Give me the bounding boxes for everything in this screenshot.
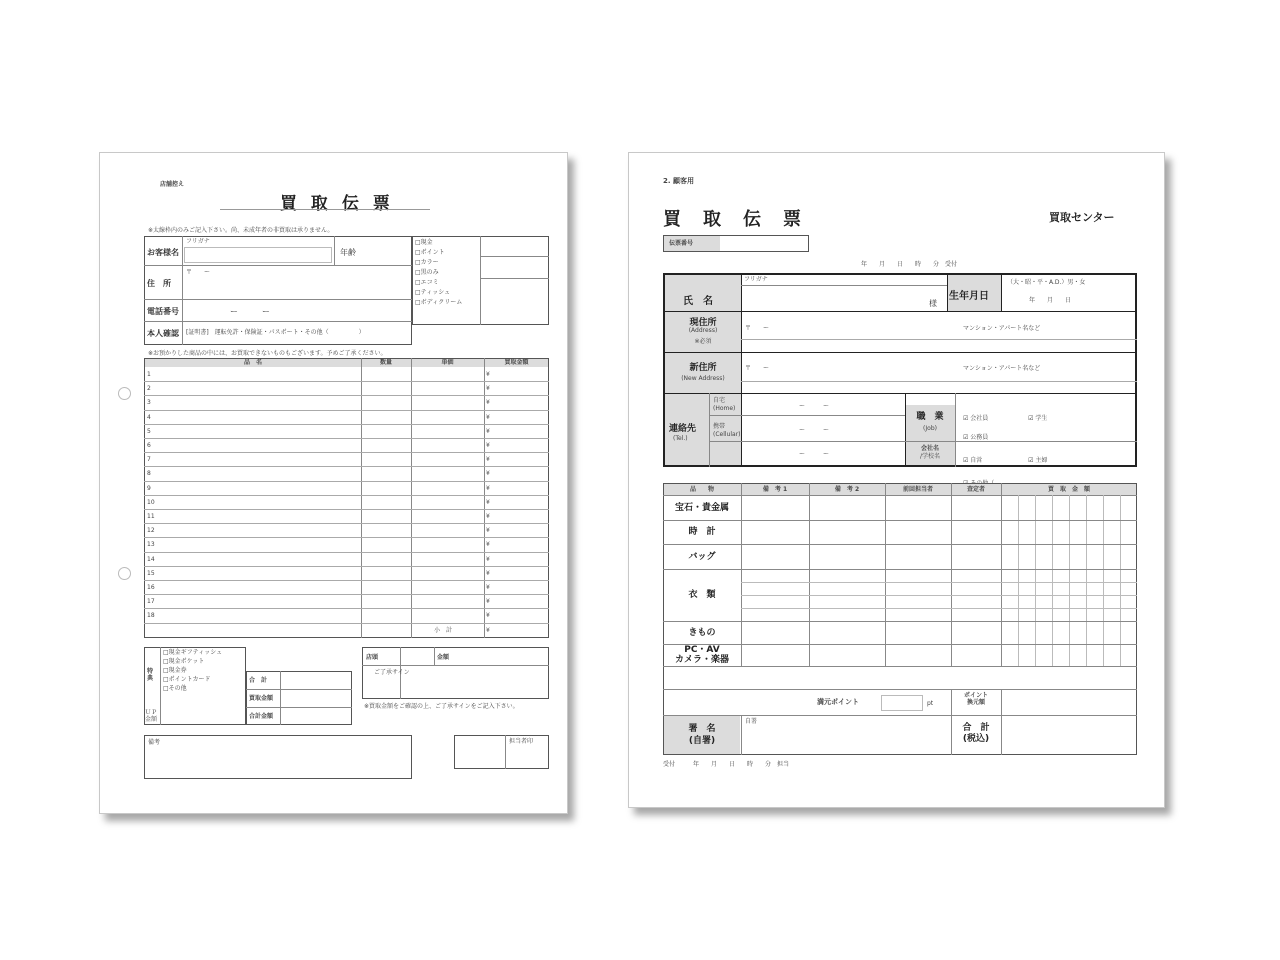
right-corner-label: 2. 顧客用 <box>663 177 694 185</box>
left-checklist <box>415 239 479 306</box>
sub-row-line <box>741 608 1137 609</box>
row-yen: ¥ <box>486 555 490 563</box>
right-current-postal: 〒 ー <box>745 325 770 332</box>
left-sign-notice: ※買取金額をご確認の上、ご了承サインをご記入下さい。 <box>364 703 519 710</box>
right-points-label: 満元ポイント <box>817 698 859 706</box>
campaign-check[interactable]: □現金券 <box>163 667 187 674</box>
check-item[interactable]: □ポイント <box>415 249 445 256</box>
campaign-check[interactable]: □現金ポケット <box>163 658 205 665</box>
right-table-header: 備 考 2 <box>834 486 860 493</box>
category-row-line <box>663 569 1137 570</box>
row-yen: ¥ <box>486 413 490 421</box>
left-bonus-label: 特典 <box>147 668 154 682</box>
right-table-header: 査定者 <box>966 486 985 493</box>
row-yen: ¥ <box>486 371 490 378</box>
job-option[interactable]: ☑ 公務員 <box>963 434 989 441</box>
right-points-right: ポイント 換元額 <box>963 692 988 706</box>
left-age-label: 年齢 <box>340 248 356 257</box>
right-table-header: 買 取 金 額 <box>1047 486 1090 493</box>
right-dob-label: 生年月日 <box>949 291 989 302</box>
row-number: 1 <box>147 371 151 378</box>
right-honorific: 様 <box>929 299 937 308</box>
row-number: 9 <box>147 484 151 492</box>
left-form-sheet <box>99 152 568 814</box>
category-row-line <box>663 520 1137 521</box>
left-name-field[interactable] <box>184 247 332 263</box>
left-adjusted-label: 合計金額 <box>249 713 274 720</box>
table-row-line <box>144 623 549 624</box>
right-job-en: (Job) <box>923 425 937 432</box>
left-form-title: 買 取 伝 票 <box>280 194 394 214</box>
right-era-options: （大・昭・平・A.D.）男・女 <box>1007 279 1086 286</box>
row-number: 2 <box>147 385 151 393</box>
table-row-line <box>144 424 549 425</box>
right-home-en: (Home) <box>713 405 736 412</box>
check-item[interactable]: □ティッシュ <box>415 289 451 296</box>
right-signature-note: 自署 <box>745 718 758 725</box>
left-sign-label2: 金額 <box>437 654 450 661</box>
right-current-addr-en: (Address) <box>688 327 718 334</box>
right-home-dash: ー ー <box>799 403 830 410</box>
check-item[interactable]: □カラー <box>415 259 439 266</box>
row-number: 10 <box>147 498 155 506</box>
table-row-line <box>144 552 549 553</box>
left-remarks-label: 備考 <box>148 739 161 746</box>
left-phone-label: 電話番号 <box>147 307 179 316</box>
row-number: 4 <box>147 413 151 421</box>
row-number: 13 <box>147 541 155 549</box>
sub-row-line <box>741 595 1137 596</box>
table-row-line <box>144 608 549 609</box>
left-sign-caption: ご了承サイン <box>374 669 410 676</box>
right-form-title: 買 取 伝 票 <box>663 209 803 230</box>
left-items-notice: ※お預かりした商品の中には、お買取できないものもございます。予めご了承ください。 <box>148 350 387 357</box>
left-header-unit: 単価 <box>441 359 454 366</box>
left-sign-label1: 店頭 <box>366 654 379 661</box>
left-payout-label: 買取金額 <box>249 695 274 702</box>
table-row-line <box>144 410 549 411</box>
row-yen: ¥ <box>486 456 490 464</box>
job-option[interactable]: ☑ 会社員 <box>963 415 989 422</box>
right-form-sheet <box>628 152 1165 808</box>
left-postal-mark: 〒 ー <box>186 269 211 276</box>
row-number: 18 <box>147 612 155 620</box>
check-item[interactable]: □ボディクリーム <box>415 299 463 306</box>
left-campaign-checks <box>163 649 222 692</box>
table-row-line <box>144 481 549 482</box>
row-yen: ¥ <box>486 569 490 577</box>
row-number: 15 <box>147 569 155 577</box>
right-company-sub: /学校名 <box>919 453 941 460</box>
job-option[interactable]: ☑ 自営 <box>963 457 983 464</box>
left-header-amount: 買取金額 <box>504 359 529 366</box>
row-yen: ¥ <box>486 385 490 393</box>
right-date-line: 年 月 日 時 分 受付 <box>861 261 958 268</box>
right-table-header: 備 考 1 <box>762 486 788 493</box>
table-row-line <box>144 381 549 382</box>
right-dob-ymd: 年 月 日 <box>1029 297 1072 304</box>
right-new-addr-en: (New Address) <box>681 375 725 382</box>
right-signature-label: 署 名 (自署) <box>688 724 716 746</box>
right-other-dash: ー ー <box>799 451 830 458</box>
table-row-line <box>144 580 549 581</box>
right-mobile-en: (Cellular) <box>713 431 741 438</box>
category-label: 宝石・貴金属 <box>674 502 729 513</box>
table-row-line <box>144 523 549 524</box>
right-points-unit: pt <box>927 700 934 707</box>
row-number: 3 <box>147 399 151 407</box>
right-points-field[interactable] <box>881 695 923 711</box>
left-up-label: ＵＰ 金額 <box>145 709 158 723</box>
left-staff-label: 担当者印 <box>509 738 534 745</box>
row-yen: ¥ <box>486 484 490 492</box>
table-row-line <box>144 566 549 567</box>
right-contact-label: 連絡先 <box>669 424 697 434</box>
row-yen: ¥ <box>486 527 490 535</box>
table-row-line <box>144 594 549 595</box>
row-yen: ¥ <box>486 470 490 478</box>
left-id-options: [証明書] 運転免許・保険証・パスポート・その他（ ） <box>186 329 365 336</box>
row-yen: ¥ <box>486 427 490 435</box>
right-current-addr-label: 現住所 <box>689 318 717 328</box>
row-yen: ¥ <box>486 399 490 407</box>
right-mobile-label: 携帯 <box>713 423 726 430</box>
campaign-check[interactable]: □現金ギフティッシュ <box>163 649 223 656</box>
row-number: 8 <box>147 470 151 478</box>
category-row-line <box>663 621 1137 622</box>
left-phone-dash: ー ー <box>230 307 270 316</box>
left-header-item: 品 名 <box>243 359 262 366</box>
row-yen: ¥ <box>486 442 490 449</box>
left-subtotal-label: 小 計 <box>434 627 453 634</box>
right-job-options <box>963 405 1133 489</box>
campaign-check[interactable]: □その他 <box>163 685 187 692</box>
row-number: 14 <box>147 555 155 563</box>
row-number: 11 <box>147 513 155 520</box>
row-yen: ¥ <box>486 598 490 606</box>
right-new-building: マンション・アパート名など <box>963 365 1041 372</box>
row-yen: ¥ <box>486 498 490 506</box>
row-number: 6 <box>147 442 151 449</box>
left-furigana: フリガナ <box>186 238 210 245</box>
left-remarks-box[interactable] <box>144 735 412 779</box>
right-name-label: 氏 名 <box>683 296 713 307</box>
sub-row-line <box>741 582 1137 583</box>
campaign-check[interactable]: □ポイントカード <box>163 676 211 683</box>
check-item[interactable]: □現金 <box>415 239 433 246</box>
job-option[interactable]: ☑ 主婦 <box>1028 457 1048 464</box>
right-home-label: 自宅 <box>713 397 726 404</box>
binder-hole-top <box>118 387 131 400</box>
left-header-qty: 数量 <box>379 359 392 366</box>
right-furigana: フリガナ <box>744 276 768 283</box>
left-name-label: お客様名 <box>147 248 179 257</box>
row-number: 16 <box>147 584 155 591</box>
right-mobile-dash: ー ー <box>799 427 830 434</box>
right-current-addr-note: ※必須 <box>694 338 712 345</box>
check-item[interactable]: □エコミ <box>415 279 439 286</box>
right-table-header: 品 物 <box>689 486 714 493</box>
row-yen: ¥ <box>486 541 490 549</box>
row-yen: ¥ <box>486 584 490 591</box>
left-id-label: 本人確認 <box>147 329 179 338</box>
category-label: 衣 類 <box>688 590 716 600</box>
binder-hole-bottom <box>118 567 131 580</box>
left-staff-box[interactable] <box>454 735 549 769</box>
table-row-line <box>144 495 549 496</box>
left-total-label: 合 計 <box>249 677 268 684</box>
category-label: きもの <box>688 627 716 638</box>
category-label: バッグ <box>688 551 716 562</box>
row-number: 17 <box>147 598 155 606</box>
category-label: 時 計 <box>688 527 716 537</box>
category-row-line <box>663 666 1137 667</box>
row-yen: ¥ <box>486 513 490 520</box>
right-slip-number-label: 伝票番号 <box>669 240 694 247</box>
left-corner-label: 店舗控え <box>160 181 185 188</box>
table-row-line <box>144 509 549 510</box>
table-row-line <box>144 537 549 538</box>
right-center-name: 買取センター <box>1049 211 1115 224</box>
table-row-line <box>144 466 549 467</box>
row-number: 12 <box>147 527 155 535</box>
row-yen: ¥ <box>486 612 490 620</box>
right-table-header: 前回担当者 <box>902 486 933 493</box>
right-contact-en: (Tel.) <box>673 435 688 442</box>
check-item[interactable]: □黒のみ <box>415 269 439 276</box>
category-label: PC・AV カメラ・楽器 <box>674 645 729 665</box>
table-row-line <box>144 452 549 453</box>
row-number: 7 <box>147 456 151 464</box>
right-current-building: マンション・アパート名など <box>963 325 1041 332</box>
right-new-postal: 〒 ー <box>745 365 770 372</box>
right-job-label: 職 業 <box>916 412 944 422</box>
job-option[interactable]: ☑ 学生 <box>1028 415 1048 422</box>
category-row-line <box>663 544 1137 545</box>
right-company-label: 会社名 <box>920 445 939 452</box>
left-address-label: 住 所 <box>147 279 171 288</box>
row-number: 5 <box>147 427 151 435</box>
table-row-line <box>144 438 549 439</box>
left-notice-top: ※太線枠内のみご記入下さい。尚、未成年者の非買取は承りません。 <box>148 227 334 234</box>
right-total-label: 合 計 (税込) <box>962 723 990 744</box>
right-footer: 受付 年 月 日 時 分 担当 <box>663 761 790 768</box>
table-row-line <box>144 395 549 396</box>
left-subtotal-yen: ¥ <box>486 627 490 634</box>
right-new-addr-label: 新住所 <box>689 363 717 373</box>
